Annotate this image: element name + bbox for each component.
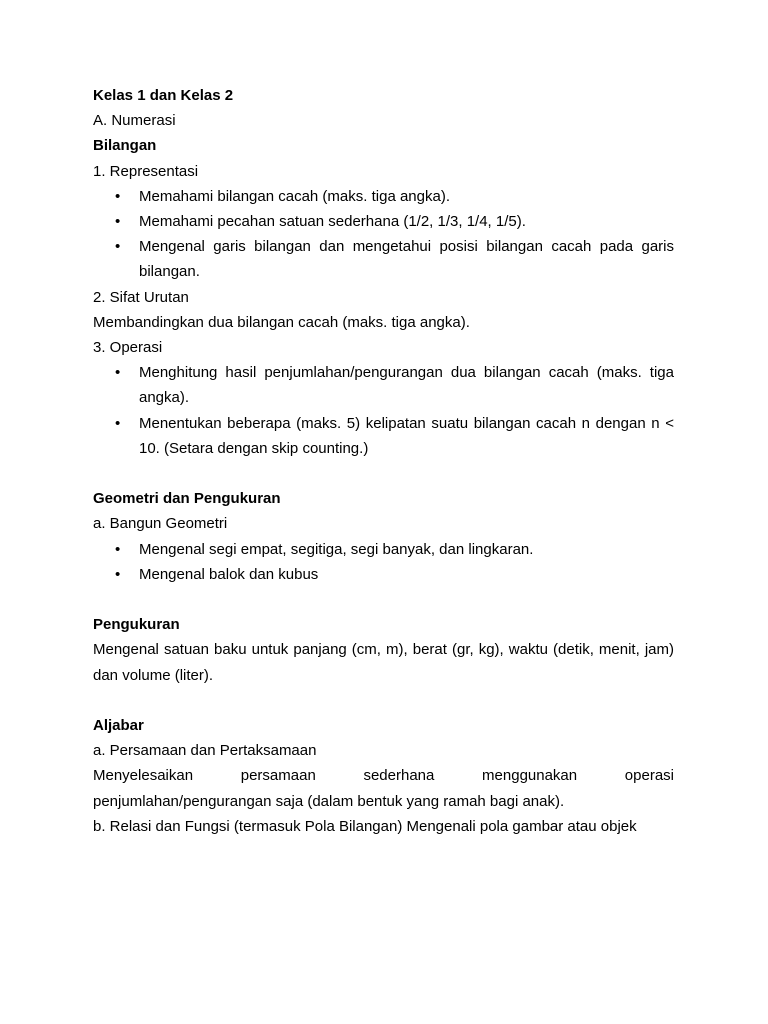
operasi-list — [93, 360, 674, 461]
list-item: • Memahami bilangan cacah (maks. tiga angka). — [139, 184, 674, 209]
list-item: • Menentukan beberapa (maks. 5) kelipatan suatu bilangan cacah n dengan n < 10. (Setara dengan skip counting.) — [139, 411, 674, 461]
representasi-list — [93, 184, 674, 285]
representasi-heading: 1. Representasi — [93, 162, 199, 180]
spacer — [93, 587, 674, 612]
sifat-urutan-heading: 2. Sifat Urutan — [93, 288, 189, 306]
persamaan-heading: a. Persamaan dan Pertaksamaan — [93, 742, 317, 760]
bangun-geometri-heading: a. Bangun Geometri — [93, 515, 228, 533]
list-item: • Mengenal garis bilangan dan mengetahui posisi bilangan cacah pada garis bilangan. — [139, 234, 674, 284]
list-item: • Memahami pecahan satuan sederhana (1/2, 1/3, 1/4, 1/5). — [139, 209, 674, 234]
aljabar-heading: Aljabar — [93, 717, 144, 735]
operasi-heading: 3. Operasi — [93, 339, 163, 357]
bilangan-heading: Bilangan — [93, 137, 157, 155]
spacer — [93, 688, 674, 713]
bangun-geometri-list — [93, 537, 674, 587]
sifat-urutan-text: Membandingkan dua bilangan cacah (maks. tiga angka). — [93, 313, 470, 331]
pengukuran-heading: Pengukuran — [93, 616, 180, 634]
list-item: • Mengenal balok dan kubus — [139, 562, 674, 587]
persamaan-text-line2: penjumlahan/pengurangan saja (dalam bentuk yang ramah bagi anak). — [93, 792, 565, 810]
pengukuran-text: Mengenal satuan baku untuk panjang (cm, m), berat (gr, kg), waktu (detik, menit, jam) dan volume (liter). — [93, 641, 674, 684]
list-item: • Mengenal segi empat, segitiga, segi banyak, dan lingkaran. — [139, 537, 674, 562]
document-title: Kelas 1 dan Kelas 2 — [93, 87, 234, 104]
spacer — [93, 461, 674, 486]
relasi-fungsi-text: b. Relasi dan Fungsi (termasuk Pola Bilangan) Mengenali pola gambar atau objek — [93, 817, 637, 835]
section-numerasi-heading: A. Numerasi — [93, 112, 176, 130]
geometri-heading: Geometri dan Pengukuran — [93, 490, 281, 508]
persamaan-text-line1: Menyelesaikan persamaan sederhana menggunakan operasi — [93, 767, 674, 785]
list-item: • Menghitung hasil penjumlahan/pengurangan dua bilangan cacah (maks. tiga angka). — [139, 360, 674, 410]
